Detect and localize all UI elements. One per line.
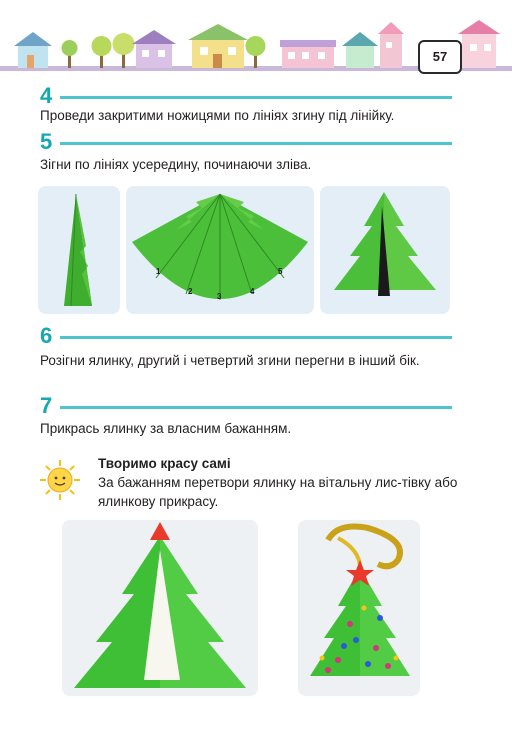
house-icon (342, 32, 378, 68)
fold-label-5: 5 (278, 267, 283, 276)
fold-label-2: 2 (188, 287, 193, 296)
divider-line (60, 142, 452, 145)
step-number: 7 (40, 393, 53, 418)
fan-tree-photo (126, 186, 314, 314)
divider-line (60, 96, 452, 99)
sun-icon (38, 458, 82, 502)
fold-label-3: 3 (217, 292, 222, 301)
fan-diagram (126, 186, 314, 314)
step-7-text: Прикрась ялинку за власним бажанням. (40, 421, 292, 436)
ornament-photo (298, 520, 420, 696)
step-6-header (40, 324, 452, 348)
greeting-card-photo (62, 520, 258, 696)
tree-icon (246, 36, 266, 68)
folded-tree-icon (38, 186, 120, 314)
ornament-tree-icon (298, 520, 420, 696)
page-number: 57 (418, 40, 462, 74)
card-tree-icon (62, 520, 258, 696)
fold-label-1: 1 (156, 267, 161, 276)
divider-line (60, 406, 452, 409)
fold-label-4: 4 (250, 287, 255, 296)
house-icon (132, 30, 176, 68)
house-icon (378, 22, 404, 68)
house-icon (458, 20, 500, 68)
tree-icon (62, 33, 135, 68)
house-icon (280, 40, 336, 68)
section-text: За бажанням перетвори ялинку на вітальну лис-тівку або ялинкову прикрасу. (98, 475, 458, 509)
christmas-tree-icon (320, 186, 450, 314)
step-number: 4 (40, 83, 53, 108)
step-4-header (40, 84, 452, 108)
house-icon (188, 24, 248, 68)
house-icon (14, 32, 52, 68)
step-5-text: Зігни по лініях усередину, починаючи зліва. (40, 157, 312, 172)
standing-tree-photo (320, 186, 450, 314)
step-number: 5 (40, 129, 53, 154)
folded-tree-photo (38, 186, 120, 314)
step-number: 6 (40, 323, 53, 348)
divider-line (60, 336, 452, 339)
step-7-header (40, 394, 452, 418)
section-title: Творимо красу самі (98, 456, 231, 471)
step-5-header (40, 130, 452, 154)
step-6-text: Розігни ялинку, другий і четвертий згини перегни в інший бік. (40, 353, 420, 368)
step-4-text: Проведи закритими ножицями по лініях згину під лінійку. (40, 108, 395, 123)
